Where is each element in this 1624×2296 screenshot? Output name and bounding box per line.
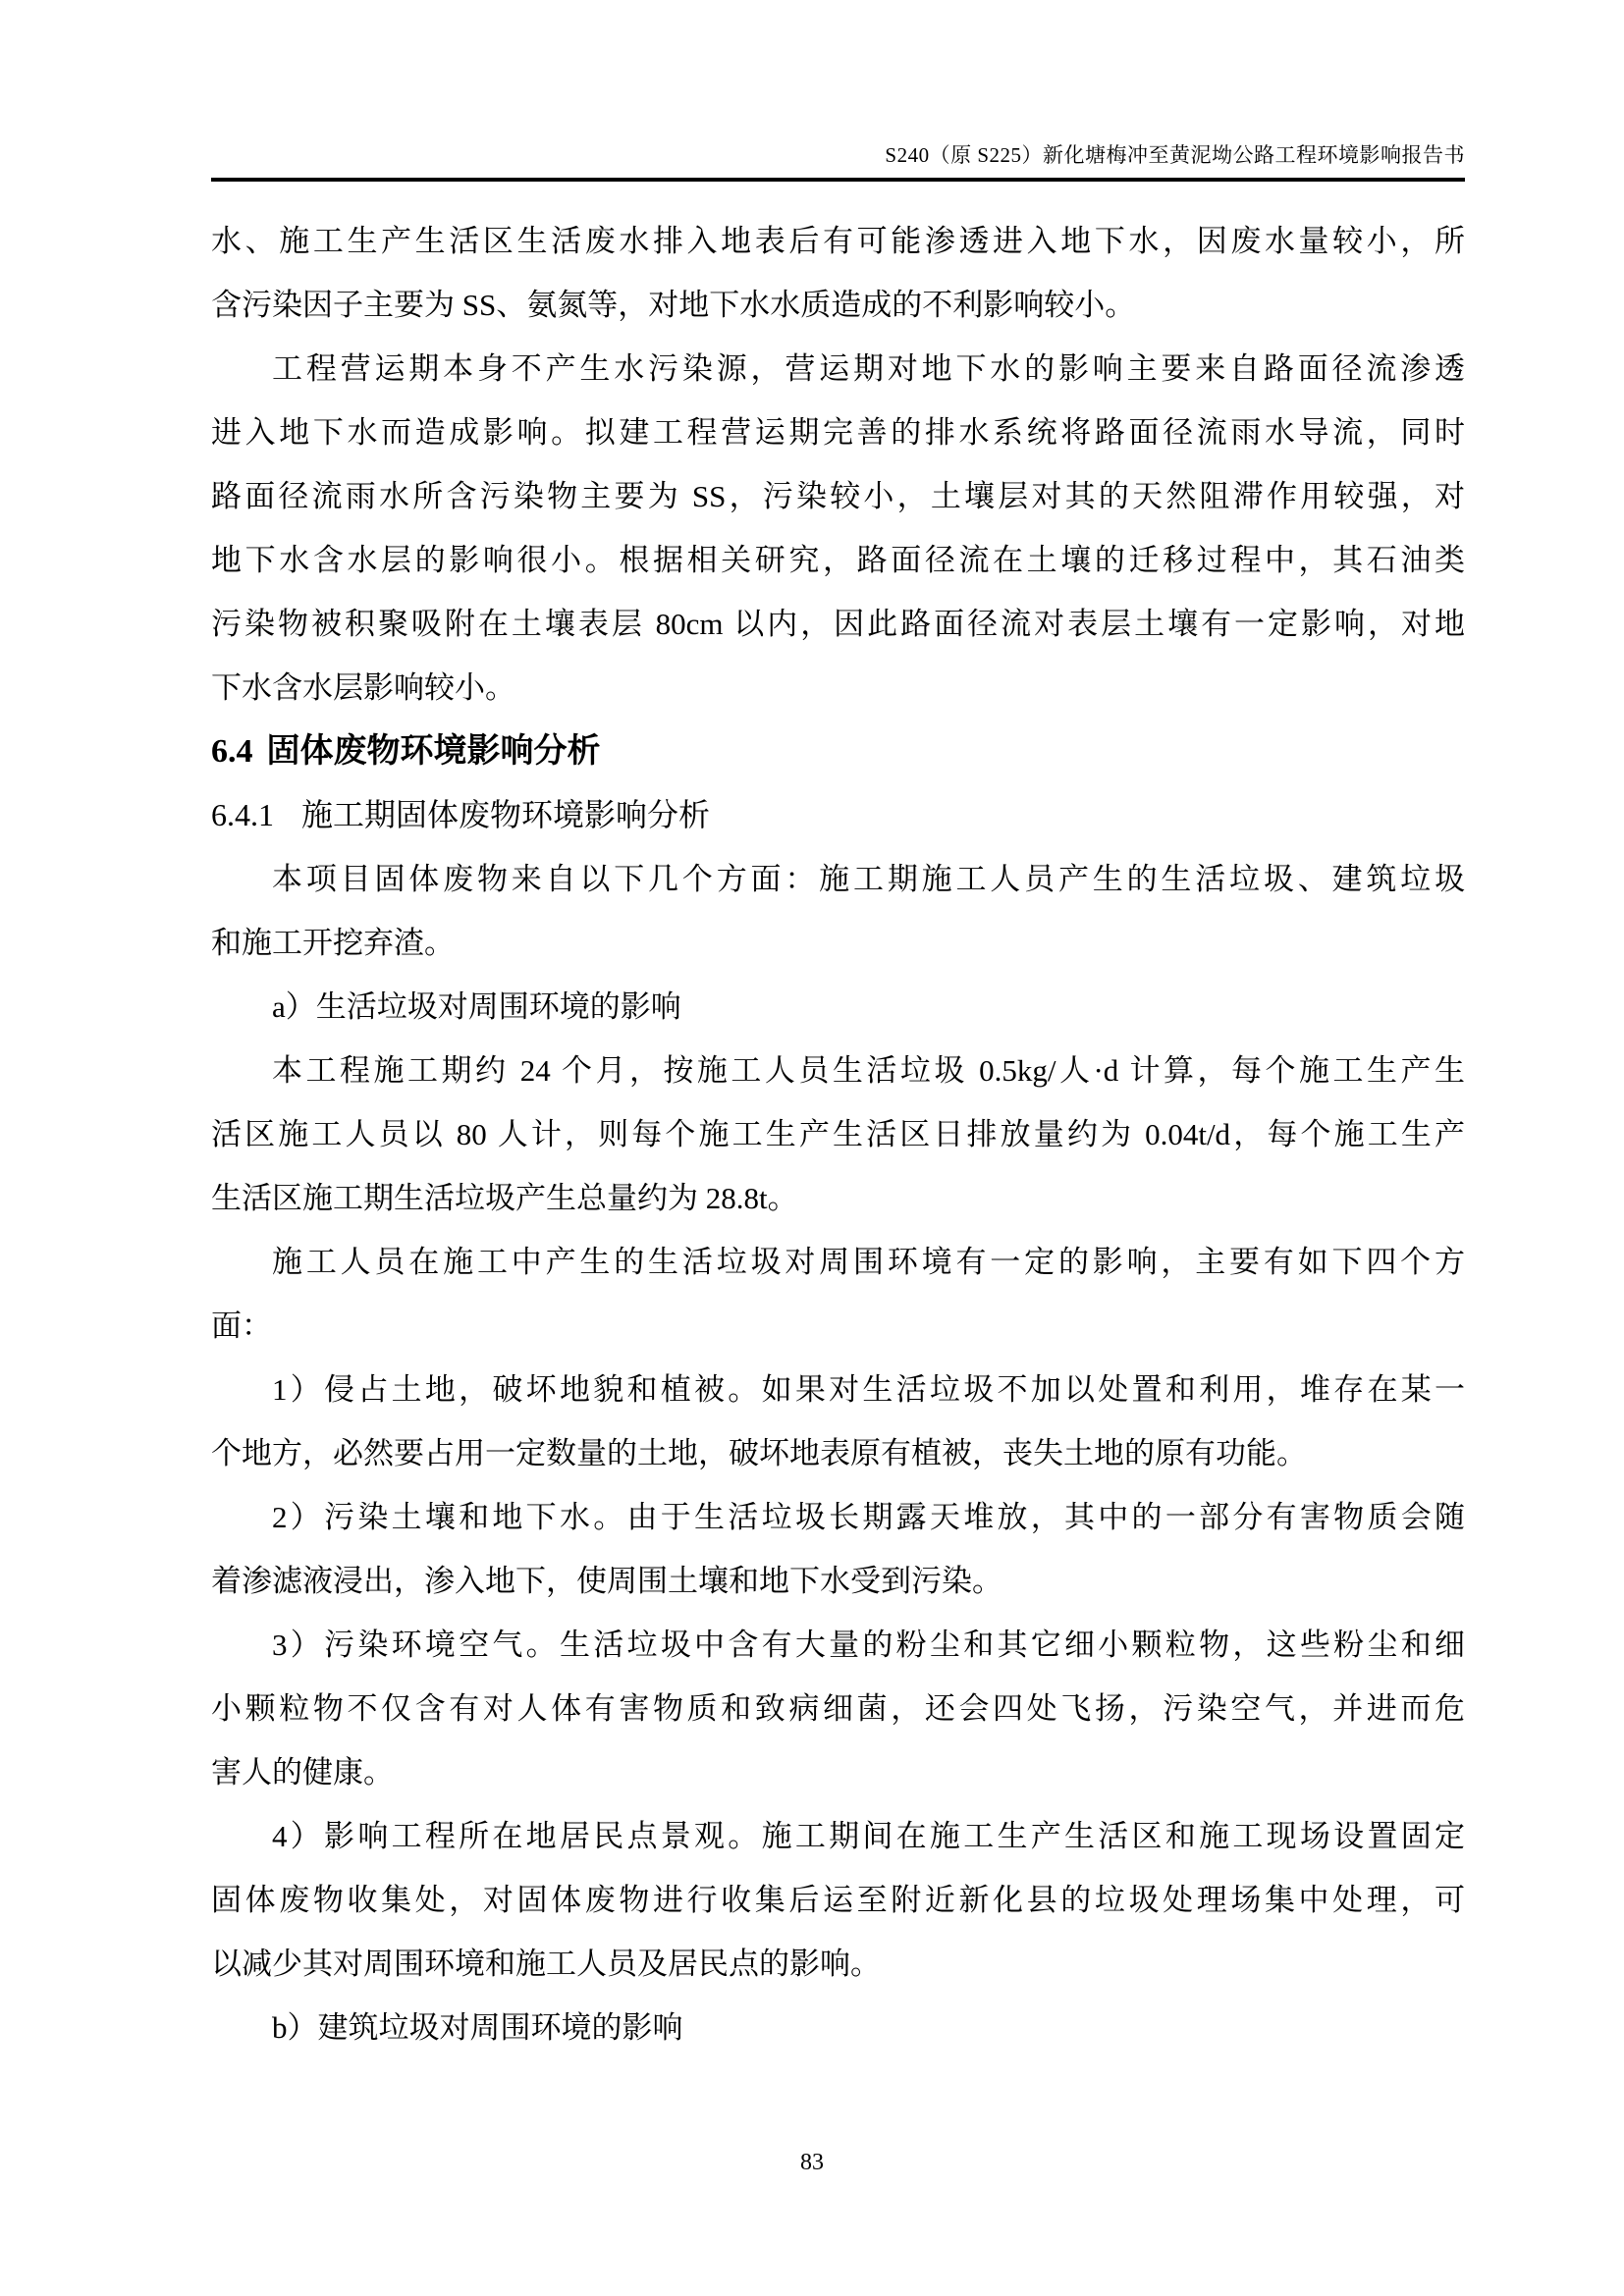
list-item-a-heading: a）生活垃圾对周围环境的影响 xyxy=(272,989,681,1024)
text-line: 含污染因子主要为 SS、氨氮等，对地下水水质造成的不利影响较小。 xyxy=(211,288,1136,322)
text-line: 本工程施工期约 24 个月，按施工人员生活垃圾 0.5kg/人·d 计算，每个施工生产生 xyxy=(272,1053,1465,1088)
text-line: 活区施工人员以 80 人计，则每个施工生产生活区日排放量约为 0.04t/d，每个施工生产 xyxy=(211,1117,1465,1151)
section-title: 固体废物环境影响分析 xyxy=(266,733,601,770)
list-item-1: 1）侵占土地，破坏地貌和植被。如果对生活垃圾不加以处置和利用，堆存在某一 xyxy=(272,1372,1465,1407)
text-line: 水、施工生产生活区生活废水排入地表后有可能渗透进入地下水，因废水量较小，所 xyxy=(211,224,1465,258)
text-line: 和施工开挖弃渣。 xyxy=(211,926,455,960)
running-header: S240（原 S225）新化塘梅冲至黄泥坳公路工程环境影响报告书 xyxy=(885,143,1465,167)
list-item-4: 4）影响工程所在地居民点景观。施工期间在施工生产生活区和施工现场设置固定 xyxy=(272,1819,1465,1853)
text-line: 路面径流雨水所含污染物主要为 SS，污染较小，土壤层对其的天然阻滞作用较强，对 xyxy=(211,479,1465,513)
text-line: 污染物被积聚吸附在土壤表层 80cm 以内，因此路面径流对表层土壤有一定影响，对地 xyxy=(211,607,1465,641)
text-line: 下水含水层影响较小。 xyxy=(211,670,515,705)
text-line: 生活区施工期生活垃圾产生总量约为 28.8t。 xyxy=(211,1181,798,1215)
text-line: 着渗滤液浸出，渗入地下，使周围土壤和地下水受到污染。 xyxy=(211,1564,1002,1598)
text-line: 地下水含水层的影响很小。根据相关研究，路面径流在土壤的迁移过程中，其石油类 xyxy=(211,543,1465,577)
text-line: 进入地下水而造成影响。拟建工程营运期完善的排水系统将路面径流雨水导流，同时 xyxy=(211,415,1465,450)
text-line: 个地方，必然要占用一定数量的土地，破坏地表原有植被，丧失土地的原有功能。 xyxy=(211,1436,1307,1470)
section-heading-6-4 xyxy=(211,720,1465,783)
list-item-b-heading: b）建筑垃圾对周围环境的影响 xyxy=(272,2010,683,2045)
text-line: 工程营运期本身不产生水污染源，营运期对地下水的影响主要来自路面径流渗透 xyxy=(272,351,1465,386)
text-line: 施工人员在施工中产生的生活垃圾对周围环境有一定的影响，主要有如下四个方 xyxy=(272,1245,1465,1279)
text-line: 面： xyxy=(211,1308,272,1343)
subsection-number: 6.4.1 xyxy=(211,797,274,832)
text-line: 本项目固体废物来自以下几个方面：施工期施工人员产生的生活垃圾、建筑垃圾 xyxy=(272,862,1465,896)
section-number: 6.4 xyxy=(211,733,253,770)
text-line: 小颗粒物不仅含有对人体有害物质和致病细菌，还会四处飞扬，污染空气，并进而危 xyxy=(211,1691,1465,1726)
subsection-heading-6-4-1 xyxy=(211,783,1465,847)
list-item-3: 3）污染环境空气。生活垃圾中含有大量的粉尘和其它细小颗粒物，这些粉尘和细 xyxy=(272,1628,1465,1662)
list-item-2: 2）污染土壤和地下水。由于生活垃圾长期露天堆放，其中的一部分有害物质会随 xyxy=(272,1500,1465,1534)
page-number: 83 xyxy=(800,2150,824,2175)
subsection-title: 施工期固体废物环境影响分析 xyxy=(301,797,711,832)
text-line: 害人的健康。 xyxy=(211,1755,394,1789)
header-rule-divider xyxy=(211,178,1465,182)
text-line: 以减少其对周围环境和施工人员及居民点的影响。 xyxy=(211,1947,881,1981)
text-line: 固体废物收集处，对固体废物进行收集后运至附近新化县的垃圾处理场集中处理，可 xyxy=(211,1883,1465,1917)
page-body xyxy=(211,209,1465,2059)
